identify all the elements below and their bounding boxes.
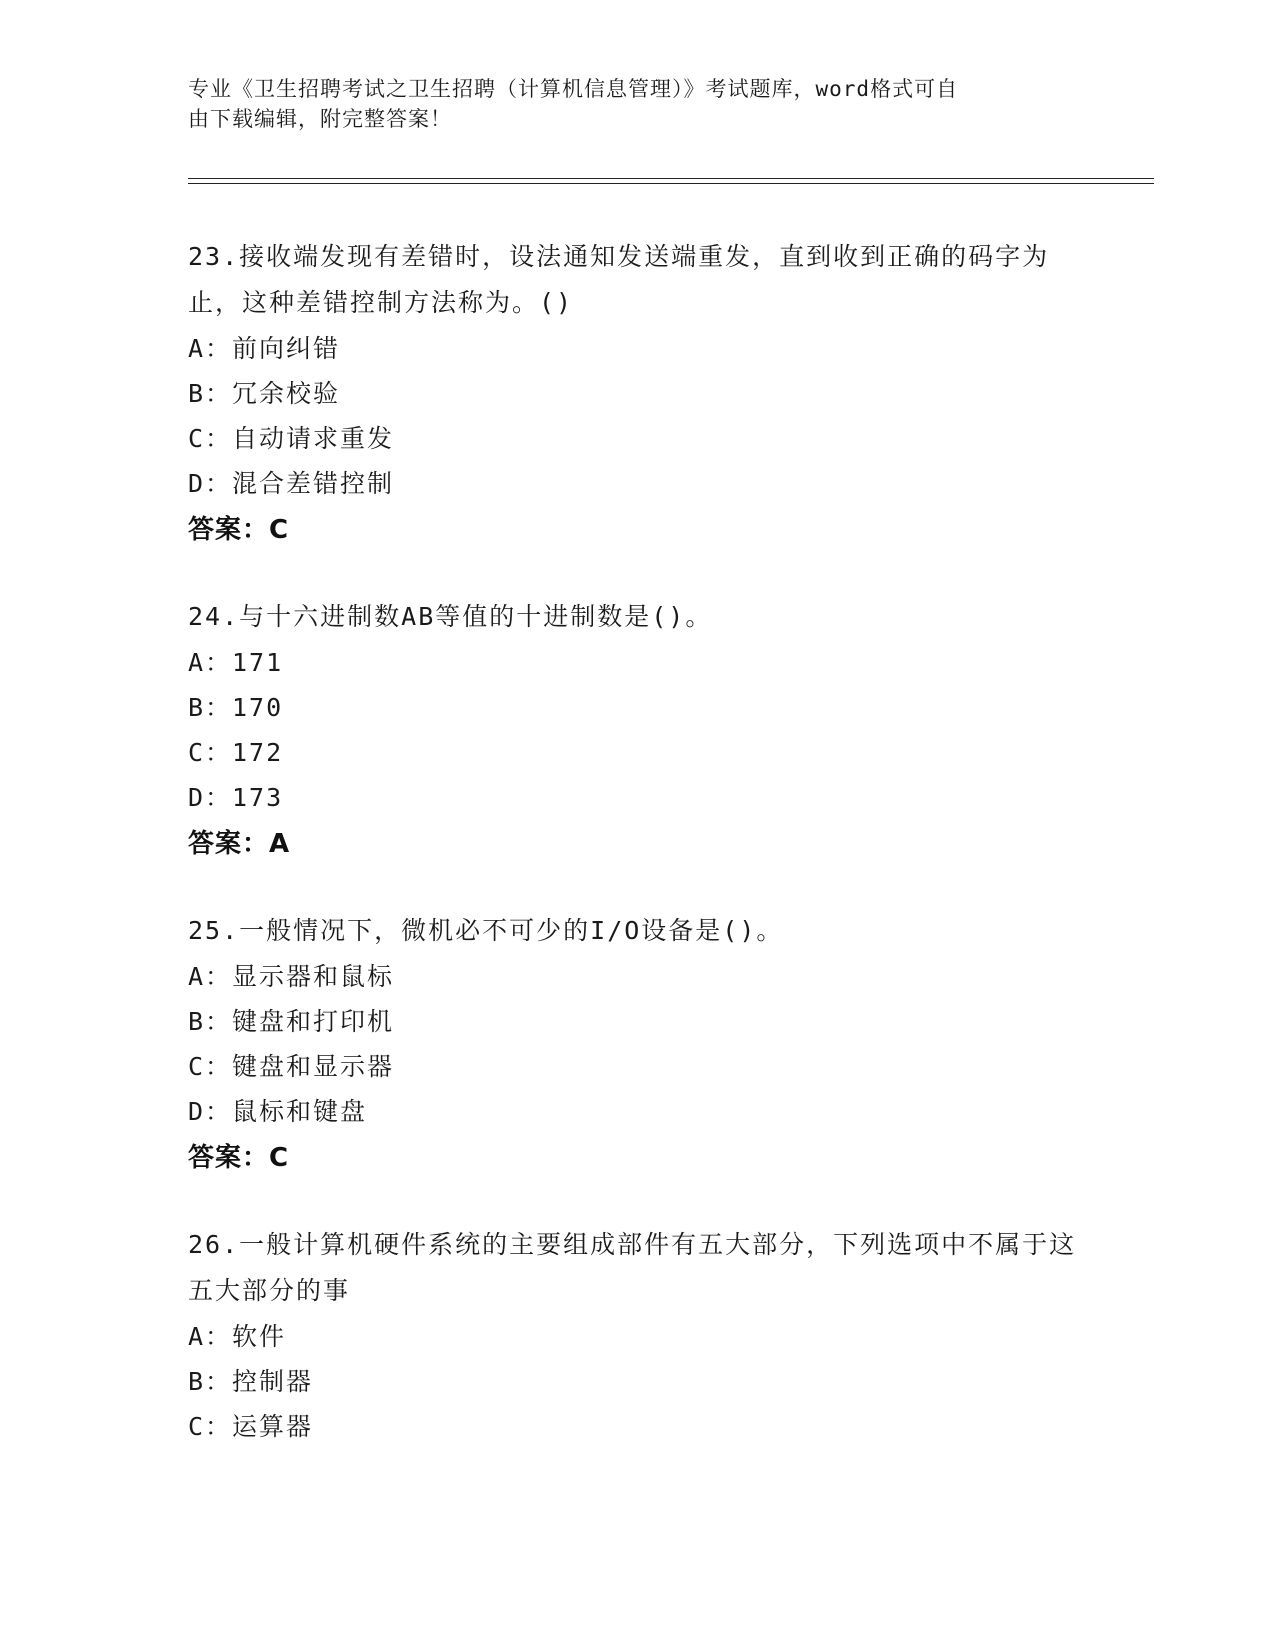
option-a: [188, 326, 1088, 371]
option-text: 前向纠错: [232, 334, 341, 363]
option-text: 键盘和打印机: [232, 1007, 395, 1036]
answer-value: A: [269, 829, 291, 859]
option-label: B：: [188, 1367, 233, 1396]
header-divider-top: [188, 178, 1154, 179]
option-b: [188, 999, 1088, 1044]
document-header: [188, 74, 1058, 134]
header-line-2: 由下载编辑，附完整答案！: [188, 107, 452, 131]
question-text: 25.一般情况下，微机必不可少的I/O设备是()。: [188, 916, 784, 945]
question-text: 26.一般计算机硬件系统的主要组成部件有五大部分，下列选项中不属于这五大部分的事: [188, 1230, 1077, 1305]
option-text: 控制器: [232, 1367, 314, 1396]
question-26: [188, 1222, 1088, 1449]
answer-line: [188, 820, 1088, 868]
option-label: C：: [188, 1052, 233, 1081]
option-text: 软件: [232, 1322, 287, 1351]
option-label: B：: [188, 1007, 233, 1036]
question-25: [188, 908, 1088, 1182]
option-a: [188, 640, 1088, 685]
option-text: 冗余校验: [232, 379, 341, 408]
option-text: 173: [232, 783, 284, 812]
option-b: [188, 371, 1088, 416]
option-a: [188, 1314, 1088, 1359]
option-text: 键盘和显示器: [232, 1052, 395, 1081]
option-c: [188, 730, 1088, 775]
option-text: 混合差错控制: [232, 469, 395, 498]
answer-label: 答案：: [188, 829, 270, 859]
question-list: [188, 234, 1088, 1489]
option-label: A：: [188, 1322, 233, 1351]
option-d: [188, 461, 1088, 506]
option-label: C：: [188, 1412, 233, 1441]
option-a: [188, 954, 1088, 999]
question-text: 23.接收端发现有差错时，设法通知发送端重发，直到收到正确的码字为止，这种差错控制方法称为。(): [188, 242, 1050, 317]
option-label: C：: [188, 738, 233, 767]
option-label: A：: [188, 334, 233, 363]
option-label: A：: [188, 962, 233, 991]
option-label: A：: [188, 648, 233, 677]
option-c: [188, 1044, 1088, 1089]
option-d: [188, 1089, 1088, 1134]
option-c: [188, 416, 1088, 461]
option-label: D：: [188, 783, 233, 812]
option-b: [188, 1359, 1088, 1404]
option-label: D：: [188, 469, 233, 498]
option-c: [188, 1404, 1088, 1449]
header-divider-bottom: [188, 183, 1154, 184]
option-text: 运算器: [232, 1412, 314, 1441]
header-line-1: 专业《卫生招聘考试之卫生招聘（计算机信息管理）》考试题库，word格式可自: [188, 77, 959, 101]
option-text: 鼠标和键盘: [232, 1097, 368, 1126]
answer-label: 答案：: [188, 1143, 270, 1173]
option-text: 显示器和鼠标: [232, 962, 395, 991]
answer-value: C: [269, 515, 290, 545]
option-text: 自动请求重发: [232, 424, 395, 453]
option-text: 170: [232, 693, 284, 722]
answer-line: [188, 1134, 1088, 1182]
answer-label: 答案：: [188, 515, 270, 545]
option-text: 172: [232, 738, 284, 767]
answer-line: [188, 506, 1088, 554]
answer-value: C: [269, 1143, 290, 1173]
question-24: [188, 594, 1088, 868]
option-label: B：: [188, 693, 233, 722]
option-b: [188, 685, 1088, 730]
option-label: B：: [188, 379, 233, 408]
option-label: C：: [188, 424, 233, 453]
option-text: 171: [232, 648, 284, 677]
option-d: [188, 775, 1088, 820]
question-23: [188, 234, 1088, 554]
question-text: 24.与十六进制数AB等值的十进制数是()。: [188, 602, 713, 631]
option-label: D：: [188, 1097, 233, 1126]
